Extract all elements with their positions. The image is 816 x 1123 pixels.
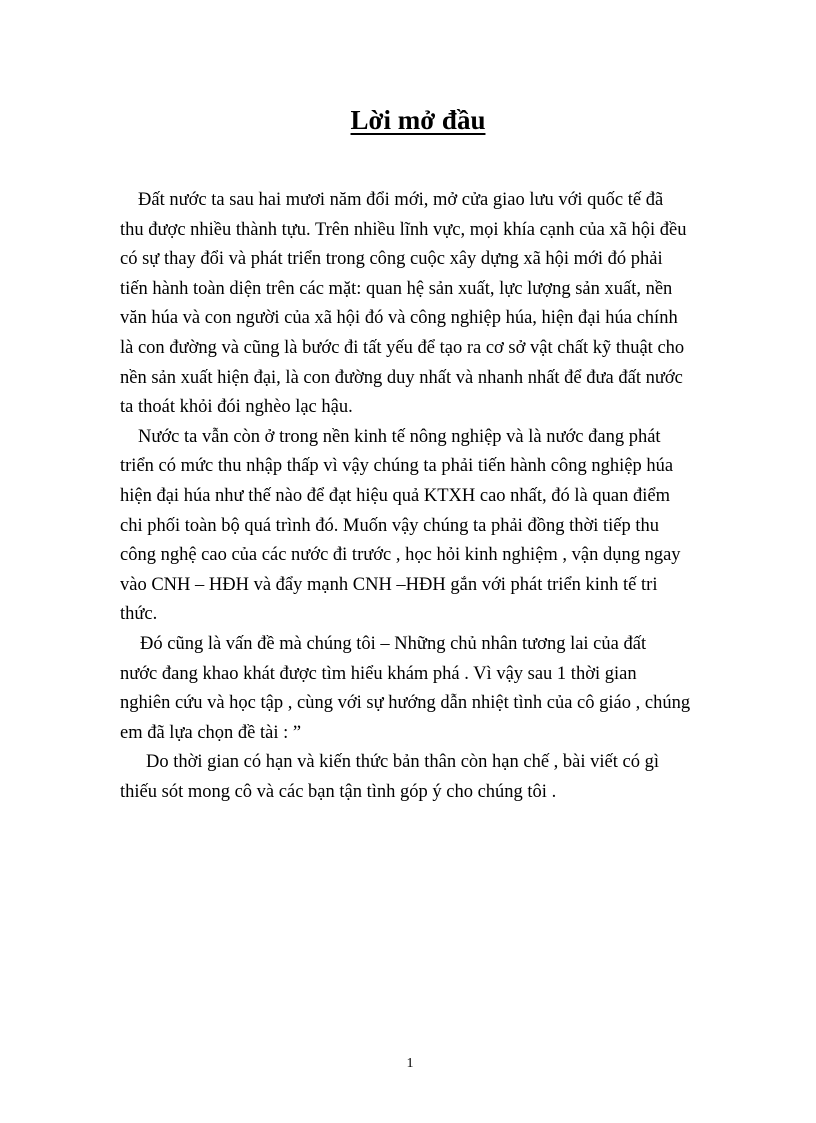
paragraph-line: công nghệ cao của các nước đi trước , học hỏi kinh nghiệm , vận dụng ngay bbox=[120, 545, 681, 566]
paragraph-3 bbox=[120, 630, 700, 748]
paragraph-line: nền sản xuất hiện đại, là con đường duy nhất và nhanh nhất để đưa đất nước bbox=[120, 367, 683, 388]
paragraph-line: nước đang khao khát được tìm hiểu khám phá . Vì vậy sau 1 thời gian bbox=[120, 663, 637, 684]
paragraph-line: Đất nước ta sau hai mươi năm đổi mới, mở cửa giao lưu với quốc tế đã bbox=[138, 190, 664, 210]
paragraph-line: chi phối toàn bộ quá trình đó. Muốn vậy chúng ta phải đồng thời tiếp thu bbox=[120, 515, 660, 536]
paragraph-line: vào CNH – HĐH và đẩy mạnh CNH –HĐH gắn với phát triển kinh tế tri bbox=[120, 574, 658, 595]
page-title: Lời mở đầu bbox=[350, 105, 486, 135]
paragraph-line: thu được nhiều thành tựu. Trên nhiều lĩnh vực, mọi khía cạnh của xã hội đều bbox=[120, 219, 687, 240]
paragraph-line: tiến hành toàn diện trên các mặt: quan hệ sản xuất, lực lượng sản xuất, nền bbox=[120, 278, 673, 299]
paragraph-1 bbox=[120, 186, 700, 423]
paragraph-line: thiếu sót mong cô và các bạn tận tình góp ý cho chúng tôi . bbox=[120, 781, 557, 802]
paragraph-2 bbox=[120, 423, 700, 630]
paragraph-line: nghiên cứu và học tập , cùng với sự hướng dẫn nhiệt tình của cô giáo , chúng bbox=[120, 693, 691, 714]
paragraph-line: em đã lựa chọn đề tài : ” bbox=[120, 722, 302, 743]
paragraph-line: có sự thay đổi và phát triển trong công cuộc xây dựng xã hội mới đó phải bbox=[120, 249, 663, 270]
paragraph-line: Do thời gian có hạn và kiến thức bản thân còn hạn chế , bài viết có gì bbox=[146, 752, 659, 773]
paragraph-line: văn húa và con người của xã hội đó và công nghiệp húa, hiện đại húa chính bbox=[120, 308, 678, 329]
paragraph-4 bbox=[120, 748, 700, 807]
paragraph-line: triển có mức thu nhập thấp vì vậy chúng ta phải tiến hành công nghiệp húa bbox=[120, 456, 674, 477]
document-body bbox=[120, 186, 700, 807]
paragraph-line: thức. bbox=[120, 604, 158, 625]
paragraph-line: ta thoát khỏi đói nghèo lạc hậu. bbox=[120, 397, 353, 418]
paragraph-line: hiện đại húa như thế nào để đạt hiệu quả KTXH cao nhất, đó là quan điểm bbox=[120, 485, 670, 506]
paragraph-line: Nước ta vẫn còn ở trong nền kinh tế nông nghiệp và là nước đang phát bbox=[138, 426, 661, 447]
page-number: 1 bbox=[406, 1056, 414, 1071]
paragraph-line: là con đường và cũng là bước đi tất yếu để tạo ra cơ sở vật chất kỹ thuật cho bbox=[120, 337, 685, 358]
paragraph-line: Đó cũng là vấn đề mà chúng tôi – Những chủ nhân tương lai của đất bbox=[140, 633, 647, 654]
